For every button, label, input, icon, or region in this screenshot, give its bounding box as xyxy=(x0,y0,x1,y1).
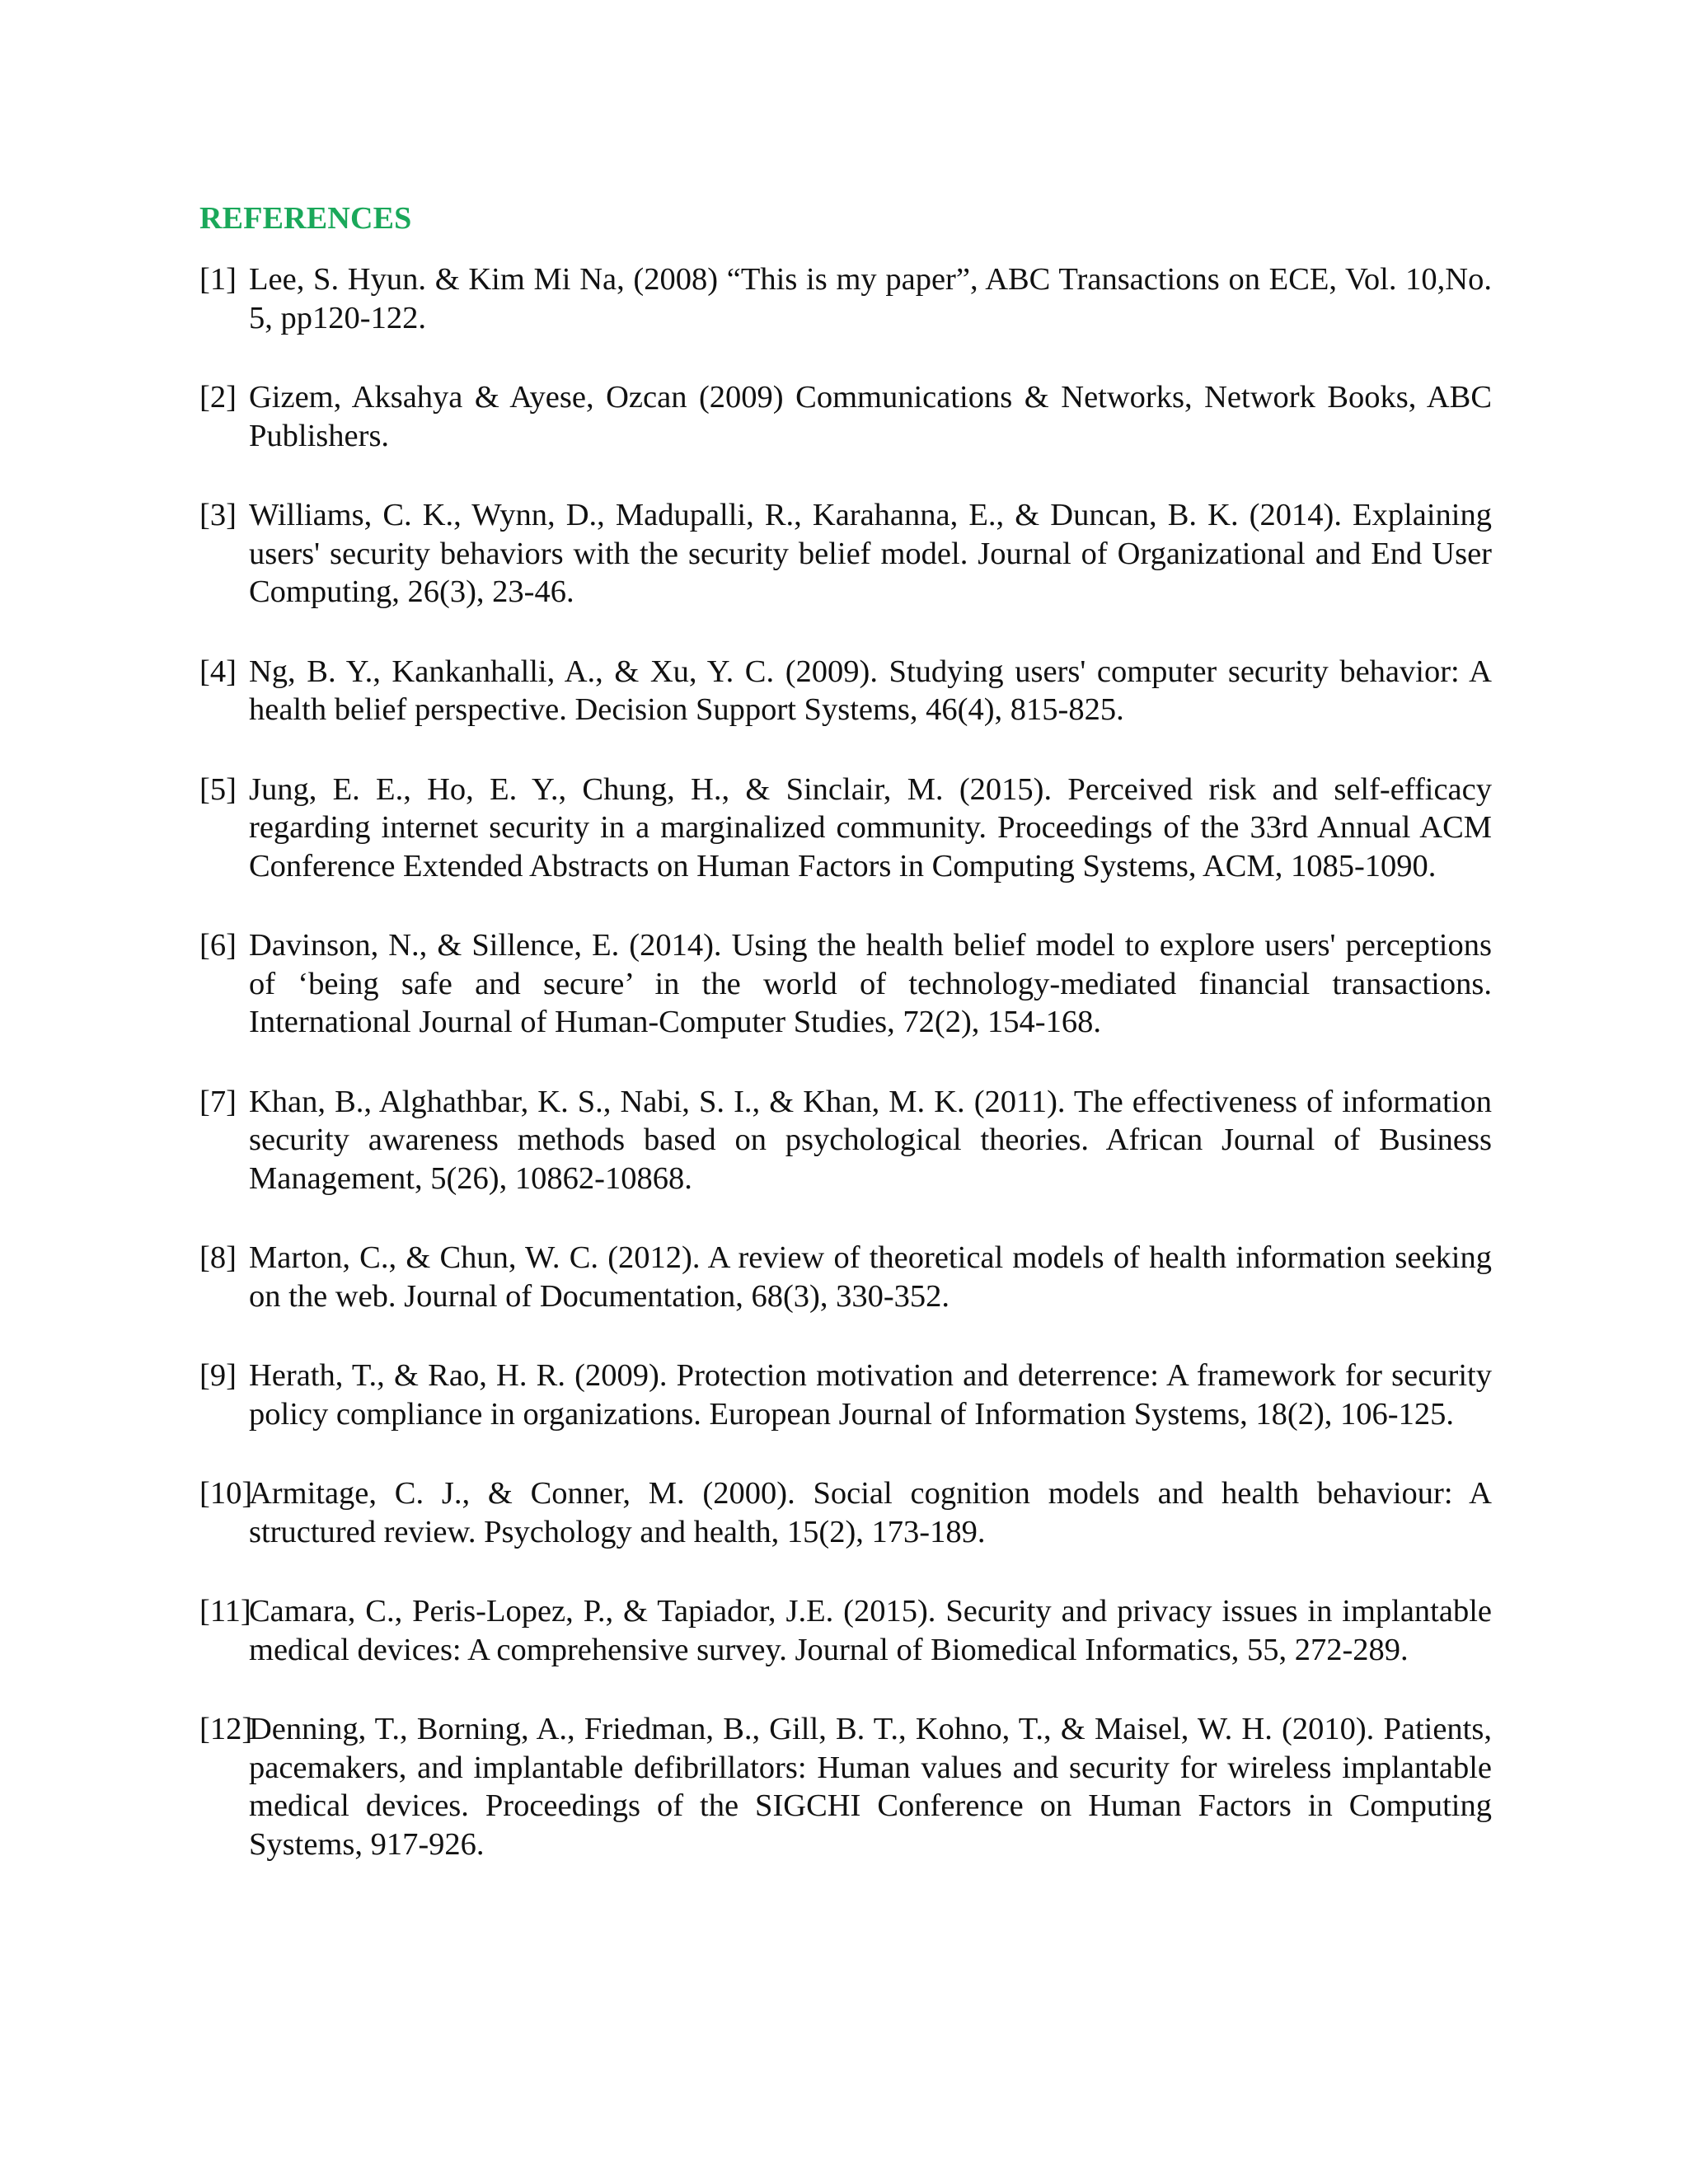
reference-text: Denning, T., Borning, A., Friedman, B., Gill, B. T., Kohno, T., & Maisel, W. H. (2010). Patients, pacemakers, and implantable defibrillators: Human values and security for wireless implantable medical devices. Proceedings of the SIGCHI Conference on Human Factors in Computing Systems, 917-926. xyxy=(249,1712,1492,1862)
reference-text: Lee, S. Hyun. & Kim Mi Na, (2008) “This is my paper”, ABC Transactions on ECE, Vol. 10,No. 5, pp120-122. xyxy=(249,262,1492,335)
reference-item xyxy=(199,378,1492,455)
reference-item xyxy=(199,260,1492,337)
reference-item xyxy=(199,1239,1492,1315)
reference-text: Camara, C., Peris-Lopez, P., & Tapiador, J.E. (2015). Security and privacy issues in implantable medical devices: A comprehensive survey. Journal of Biomedical Informatics, 55, 272-289. xyxy=(249,1594,1492,1667)
reference-number: [1] xyxy=(199,262,237,297)
reference-number: [10] xyxy=(199,1476,253,1511)
reference-text: Herath, T., & Rao, H. R. (2009). Protection motivation and deterrence: A framework for security policy compliance in organizations. European Journal of Information Systems, 18(2), 106-125. xyxy=(249,1358,1492,1432)
reference-text: Davinson, N., & Sillence, E. (2014). Using the health belief model to explore users' perceptions of ‘being safe and secure’ in the world of technology-mediated financial transactions. International Journal of Human-Computer Studies, 72(2), 154-168. xyxy=(249,928,1492,1039)
reference-item xyxy=(199,496,1492,612)
reference-text: Armitage, C. J., & Conner, M. (2000). Social cognition models and health behaviour: A structured review. Psychology and health, 15(2), 173-189. xyxy=(249,1476,1492,1549)
reference-list xyxy=(199,260,1492,1863)
references-page xyxy=(199,198,1492,1905)
reference-text: Williams, C. K., Wynn, D., Madupalli, R., Karahanna, E., & Duncan, B. K. (2014). Explaining users' security behaviors with the security belief model. Journal of Organizational and End User Computing, 26(3), 23-46. xyxy=(249,498,1492,609)
reference-number: [9] xyxy=(199,1358,237,1393)
reference-text: Ng, B. Y., Kankanhalli, A., & Xu, Y. C. (2009). Studying users' computer security behavior: A health belief perspective. Decision Support Systems, 46(4), 815-825. xyxy=(249,654,1492,727)
reference-text: Khan, B., Alghathbar, K. S., Nabi, S. I., & Khan, M. K. (2011). The effectiveness of information security awareness methods based on psychological theories. African Journal of Business Management, 5(26), 10862-10868. xyxy=(249,1084,1492,1196)
reference-number: [7] xyxy=(199,1084,237,1119)
reference-item xyxy=(199,1083,1492,1198)
reference-number: [2] xyxy=(199,380,237,415)
references-heading: REFERENCES xyxy=(199,201,412,236)
reference-item xyxy=(199,1710,1492,1863)
reference-text: Jung, E. E., Ho, E. Y., Chung, H., & Sinclair, M. (2015). Perceived risk and self-efficacy regarding internet security in a marginalized community. Proceedings of the 33rd Annual ACM Conference Extended Abstracts on Human Factors in Computing Systems, ACM, 1085-1090. xyxy=(249,771,1492,883)
reference-number: [11] xyxy=(199,1594,251,1629)
reference-item xyxy=(199,926,1492,1042)
reference-text: Marton, C., & Chun, W. C. (2012). A review of theoretical models of health information seeking on the web. Journal of Documentation, 68(3), 330-352. xyxy=(249,1240,1492,1314)
reference-item xyxy=(199,1357,1492,1433)
reference-number: [6] xyxy=(199,928,237,963)
reference-number: [5] xyxy=(199,771,237,807)
reference-item xyxy=(199,1474,1492,1551)
reference-item xyxy=(199,1592,1492,1669)
reference-text: Gizem, Aksahya & Ayese, Ozcan (2009) Communications & Networks, Network Books, ABC Publishers. xyxy=(249,380,1492,453)
reference-number: [3] xyxy=(199,498,237,532)
reference-item xyxy=(199,653,1492,729)
reference-number: [8] xyxy=(199,1240,237,1275)
reference-item xyxy=(199,771,1492,886)
reference-number: [4] xyxy=(199,654,237,689)
reference-number: [12] xyxy=(199,1712,253,1746)
